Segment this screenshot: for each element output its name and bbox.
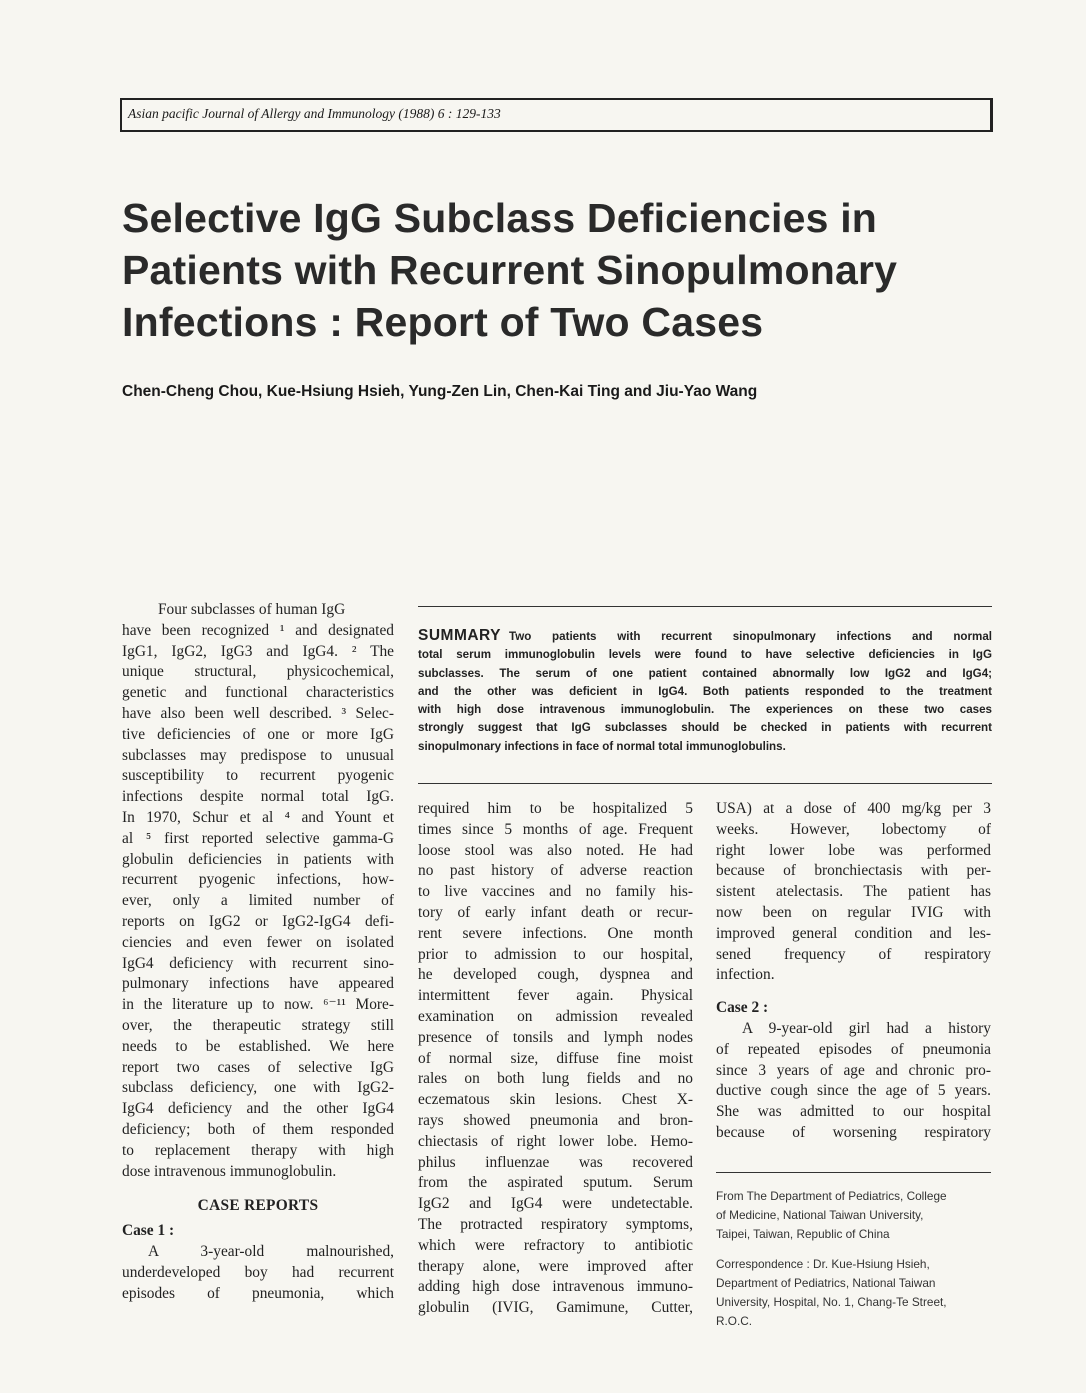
text-line: of normal size, diffuse fine moist [418,1049,693,1067]
journal-header-box [120,98,993,132]
text-line: loose stool was also noted. He had [418,841,693,859]
text-line: because of bronchiectasis with per- [716,862,991,880]
text-line: infection. [716,966,775,984]
text-line: globulin deficiencies in patients with [122,850,394,868]
summary-line: strongly suggest that IgG subclasses should be checked in patients with recurrent [418,721,992,735]
text-line: episodes of pneumonia, which [122,1284,394,1302]
affiliation-footnote [716,1187,991,1331]
text-line: globulin (IVIG, Gamimune, Cutter, [418,1299,693,1317]
summary-line: SUMMARY Two patients with recurrent sinopulmonary infections and normal [418,627,992,644]
text-line: he developed cough, dyspnea and [418,966,693,984]
text-line: weeks. However, lobectomy of [716,820,991,838]
text-line: In 1970, Schur et al ⁴ and Yount et [122,808,394,826]
text-line: subclasses may predispose to unusual [122,746,394,764]
text-line: required him to be hospitalized 5 [418,800,693,817]
text-line: A 9-year-old girl had a history [742,1019,991,1037]
summary-line: and the other was deficient in IgG4. Both patients responded to the treatment [418,684,992,698]
case-2-column [716,799,991,1144]
summary-line: with high dose intravenous immunoglobulin. The experiences on these two cases [418,703,992,717]
text-line: al ⁵ first reported selective gamma-G [122,829,394,847]
text-line: have also been well described. ³ Selec- [122,704,394,722]
text-line: in the literature up to now. ⁶⁻¹¹ More- [122,996,394,1014]
case-1-column [418,799,693,1319]
text-line: tive deficiencies of one or more IgG [122,725,394,743]
text-line: IgG2 and IgG4 were undetectable. [418,1195,693,1213]
footnote-line: R.O.C. [716,1314,753,1328]
text-line: underdeveloped boy had recurrent [122,1263,394,1281]
text-line: ductive cough since the age of 5 years. [716,1082,991,1100]
text-line: subclass deficiency, one with IgG2- [122,1079,394,1097]
text-line: over, the therapeutic strategy still [122,1016,394,1034]
text-line: infections despite normal total IgG. [122,788,394,806]
text-line: which were refractory to antibiotic [418,1236,693,1254]
footnote-line: Taipei, Taiwan, Republic of China [716,1227,890,1241]
journal-citation: Asian pacific Journal of Allergy and Immunology (1988) 6 : 129-133 [128,106,501,121]
text-line: no past history of adverse reaction [418,862,693,880]
text-line: IgG4 deficiency and the other IgG4 [122,1100,394,1118]
text-line: susceptibility to recurrent pyogenic [122,767,394,785]
summary-line: sinopulmonary infections in face of normal total immunoglobulins. [418,739,786,753]
footnote-line: From The Department of Pediatrics, College [716,1189,947,1203]
article-title [122,192,982,348]
footnote-line: Department of Pediatrics, National Taiwan [716,1276,936,1290]
text-line: IgG1, IgG2, IgG3 and IgG4. ² The [122,642,394,660]
text-line: since 3 years of age and chronic pro- [716,1061,991,1079]
text-line: philus influenzae was recovered [418,1153,693,1171]
text-line: right lower lobe was performed [716,841,991,859]
section-heading: CASE REPORTS [197,1197,319,1215]
text-line: rales on both lung fields and no [418,1070,693,1088]
text-line: pulmonary infections have appeared [122,975,394,993]
text-line: prior to admission to our hospital, [418,945,693,963]
text-line: genetic and functional characteristics [122,684,394,702]
text-line: because of worsening respiratory [716,1123,991,1141]
footnote-divider [716,1172,991,1173]
case-1-heading: Case 1 : [122,1222,175,1240]
text-line: report two cases of selective IgG [122,1058,394,1076]
summary-box [418,606,992,784]
text-line: needs to be established. We here [122,1037,394,1055]
summary-line: subclasses. The serum of one patient contained abnormally low IgG2 and IgG4; [418,666,992,680]
text-line: to live vaccines and no family his- [418,883,693,901]
text-line: rays showed pneumonia and bron- [418,1111,693,1129]
title-line: Selective IgG Subclass Deficiencies in [122,195,878,241]
footnote-line: Correspondence : Dr. Kue-Hsiung Hsieh, [716,1257,930,1271]
text-line: to replacement therapy with high [122,1141,394,1159]
text-line: tory of early infant death or recur- [418,903,693,921]
text-line: ciencies and even fewer on isolated [122,933,394,951]
text-line: dose intravenous immunoglobulin. [122,1162,337,1180]
footnote-line: University, Hospital, No. 1, Chang-Te Street, [716,1295,947,1309]
intro-column [122,600,394,1304]
text-line: from the aspirated sputum. Serum [418,1174,693,1192]
text-line: recurrent pyogenic infections, how- [122,871,394,889]
footnote-line: of Medicine, National Taiwan University, [716,1208,924,1222]
text-line: sistent atelectasis. The patient has [716,883,991,901]
text-line: IgG4 deficiency with recurrent sino- [122,954,394,972]
text-line: eczematous skin lesions. Chest X- [418,1091,693,1109]
case-2-heading: Case 2 : [716,999,769,1017]
title-line: Infections : Report of Two Cases [122,299,764,345]
author-list: Chen-Cheng Chou, Kue-Hsiung Hsieh, Yung-Zen Lin, Chen-Kai Ting and Jiu-Yao Wang [122,383,758,400]
text-line: adding high dose intravenous immuno- [418,1278,693,1296]
text-line: therapy alone, were improved after [418,1257,693,1275]
text-line: have been recognized ¹ and designated [122,621,394,639]
text-line: chiectasis of right lower lobe. Hemo- [418,1132,693,1150]
text-line: presence of tonsils and lymph nodes [418,1028,693,1046]
text-line: of repeated episodes of pneumonia [716,1040,991,1058]
text-line: examination on admission revealed [418,1007,693,1025]
text-line: USA) at a dose of 400 mg/kg per 3 [716,800,991,817]
title-line: Patients with Recurrent Sinopulmonary [122,247,898,293]
text-line: deficiency; both of them responded [122,1120,394,1138]
text-line: unique structural, physicochemical, [122,663,394,681]
summary-line: total serum immunoglobulin levels were found to have selective deficiencies in IgG [418,648,992,662]
text-line: She was admitted to our hospital [716,1103,991,1121]
text-line: times since 5 months of age. Frequent [418,820,693,838]
text-line: Four subclasses of human IgG [158,601,346,618]
text-line: rent severe infections. One month [418,924,693,942]
summary-label: SUMMARY [418,627,502,644]
summary-text [418,627,992,756]
text-line: improved general condition and les- [716,924,991,942]
text-line: The protracted respiratory symptoms, [418,1215,693,1233]
text-line: now been on regular IVIG with [716,903,991,921]
text-line: sened frequency of respiratory [716,945,991,963]
text-line: ever, only a limited number of [122,892,394,910]
text-line: reports on IgG2 or IgG2-IgG4 defi- [122,912,394,930]
text-line: A 3-year-old malnourished, [148,1242,394,1260]
text-line: intermittent fever again. Physical [418,987,693,1005]
